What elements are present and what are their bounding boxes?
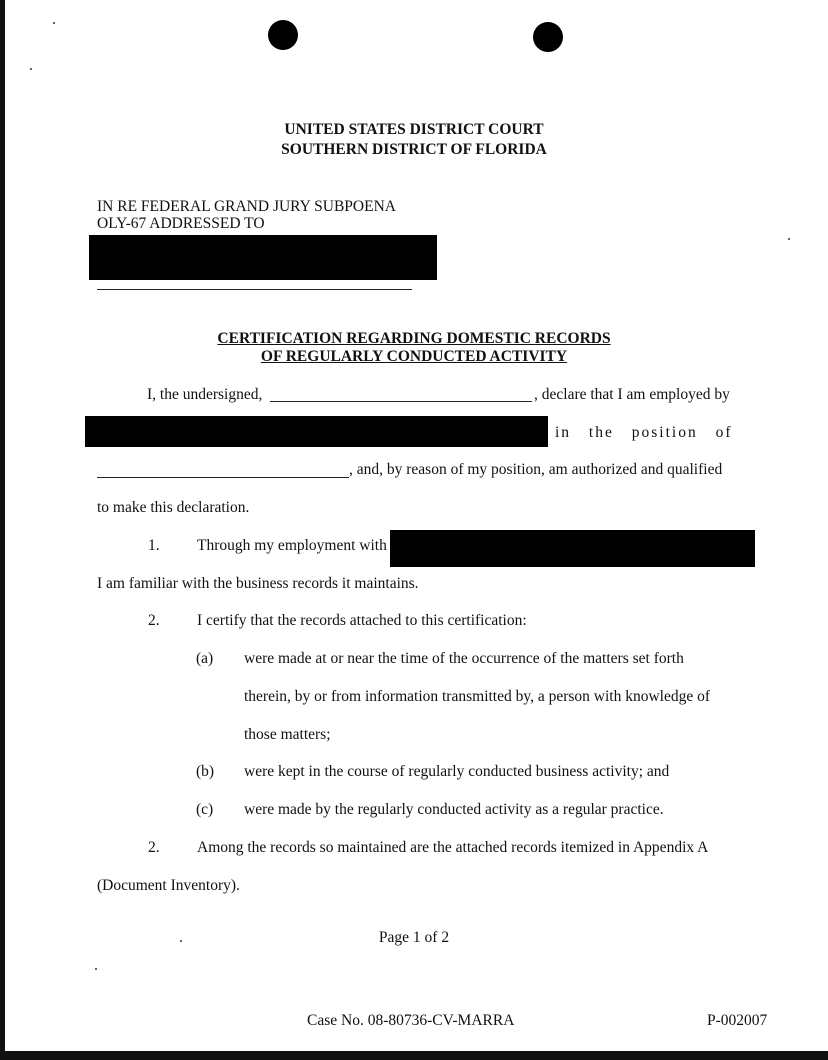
certification-subtitle: OF REGULARLY CONDUCTED ACTIVITY bbox=[260, 348, 568, 365]
intro-text-1: I, the undersigned, bbox=[147, 386, 263, 403]
para-1-text: Through my employment with bbox=[197, 537, 387, 554]
caption-line-2: OLY-67 ADDRESSED TO bbox=[97, 215, 265, 232]
court-district: SOUTHERN DISTRICT OF FLORIDA bbox=[281, 141, 547, 158]
scan-speck bbox=[53, 22, 55, 24]
name-blank bbox=[270, 401, 532, 402]
item-b-line-1: were kept in the course of regularly conducted business activity; and bbox=[244, 763, 670, 780]
para-3-continued: (Document Inventory). bbox=[97, 877, 240, 894]
page-number: Page 1 of 2 bbox=[378, 929, 450, 946]
scan-edge-left bbox=[0, 0, 5, 1060]
certification-title: CERTIFICATION REGARDING DOMESTIC RECORDS bbox=[217, 330, 611, 347]
intro-text-4: , and, by reason of my position, am authorized and qualified bbox=[349, 461, 723, 478]
punch-hole-left bbox=[268, 20, 298, 50]
caption-underline bbox=[97, 289, 412, 290]
position-blank bbox=[97, 477, 349, 478]
item-c-label: (c) bbox=[196, 801, 214, 818]
scan-speck bbox=[95, 968, 97, 970]
item-a-label: (a) bbox=[196, 650, 214, 667]
scan-speck bbox=[788, 238, 790, 240]
scan-edge-bottom bbox=[0, 1051, 828, 1060]
item-a-line-1: were made at or near the time of the occurrence of the matters set forth bbox=[244, 650, 684, 667]
punch-hole-right bbox=[533, 22, 563, 52]
redaction-box bbox=[89, 235, 437, 280]
para-3-text: Among the records so maintained are the attached records itemized in Appendix A bbox=[197, 839, 709, 856]
redaction-box bbox=[85, 416, 548, 447]
intro-text-3: in the position of bbox=[555, 424, 733, 441]
case-number: Case No. 08-80736-CV-MARRA bbox=[307, 1012, 515, 1029]
item-a-line-2: therein, by or from information transmitted by, a person with knowledge of bbox=[244, 688, 711, 705]
para-3-number: 2. bbox=[148, 839, 160, 856]
para-2-text: I certify that the records attached to this certification: bbox=[197, 612, 527, 629]
para-1-continued: I am familiar with the business records it maintains. bbox=[97, 575, 419, 592]
item-b-label: (b) bbox=[196, 763, 215, 780]
intro-text-5: to make this declaration. bbox=[97, 499, 250, 516]
court-name: UNITED STATES DISTRICT COURT bbox=[284, 121, 544, 138]
bates-number: P-002007 bbox=[707, 1012, 768, 1029]
caption-line-1: IN RE FEDERAL GRAND JURY SUBPOENA bbox=[97, 198, 396, 215]
intro-text-2: , declare that I am employed by bbox=[534, 386, 730, 403]
para-2-number: 2. bbox=[148, 612, 160, 629]
para-1-number: 1. bbox=[148, 537, 160, 554]
scan-speck bbox=[30, 68, 32, 70]
item-a-line-3: those matters; bbox=[244, 726, 331, 743]
item-c-line-1: were made by the regularly conducted activity as a regular practice. bbox=[244, 801, 664, 818]
redaction-box bbox=[390, 530, 755, 567]
